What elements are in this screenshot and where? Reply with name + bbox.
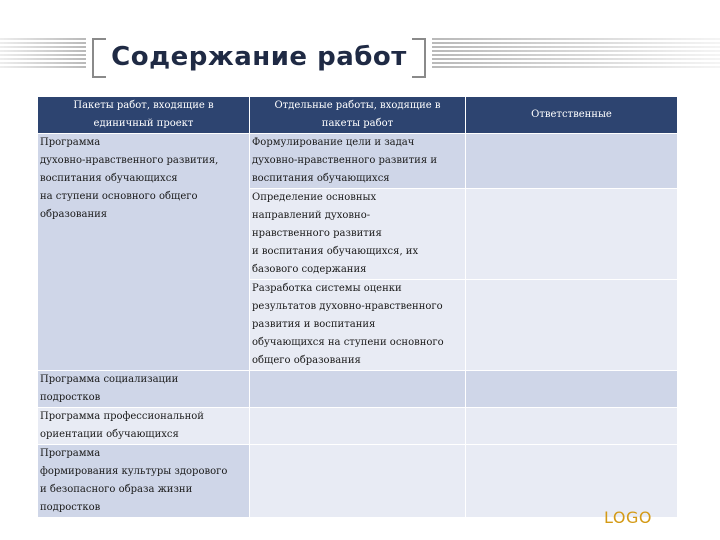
header-stripes-right bbox=[432, 38, 720, 68]
responsible-cell bbox=[466, 280, 678, 371]
packet-cell: Программа социализации подростков bbox=[38, 371, 250, 408]
table-row bbox=[38, 134, 678, 189]
title-bracket-left bbox=[92, 38, 106, 78]
packet-cell: Программа духовно-нравственного развития, воспитания обучающихся на ступени основного общего образования bbox=[38, 134, 250, 371]
work-cell: Формулирование цели и задач духовно-нравственного развития и воспитания обучающихся bbox=[250, 134, 466, 189]
table-row bbox=[38, 408, 678, 445]
logo: LOGO bbox=[604, 508, 652, 527]
title-bracket-right bbox=[412, 38, 426, 78]
work-cell: Разработка системы оценки результатов духовно-нравственного развития и воспитания обучающихся на ступени основного общего образования bbox=[250, 280, 466, 371]
column-header-works: Отдельные работы, входящие в пакеты работ bbox=[250, 97, 466, 134]
slide-title: Содержание работ bbox=[111, 42, 407, 72]
responsible-cell bbox=[466, 408, 678, 445]
responsible-cell bbox=[466, 445, 678, 518]
packet-cell: Программа профессиональной ориентации обучающихся bbox=[38, 408, 250, 445]
responsible-cell bbox=[466, 371, 678, 408]
responsible-cell bbox=[466, 189, 678, 280]
column-header-responsible: Ответственные bbox=[466, 97, 678, 134]
header-stripes-left bbox=[0, 38, 86, 68]
responsible-cell bbox=[466, 134, 678, 189]
table-header-row bbox=[38, 97, 678, 134]
work-cell bbox=[250, 445, 466, 518]
table-row bbox=[38, 445, 678, 518]
column-header-packets: Пакеты работ, входящие в единичный проект bbox=[38, 97, 250, 134]
work-cell bbox=[250, 408, 466, 445]
table-row bbox=[38, 371, 678, 408]
works-table bbox=[37, 96, 678, 518]
work-cell bbox=[250, 371, 466, 408]
work-cell: Определение основных направлений духовно- нравственного развития и воспитания обучающихся, их базового содержания bbox=[250, 189, 466, 280]
packet-cell: Программа формирования культуры здорового и безопасного образа жизни подростков bbox=[38, 445, 250, 518]
